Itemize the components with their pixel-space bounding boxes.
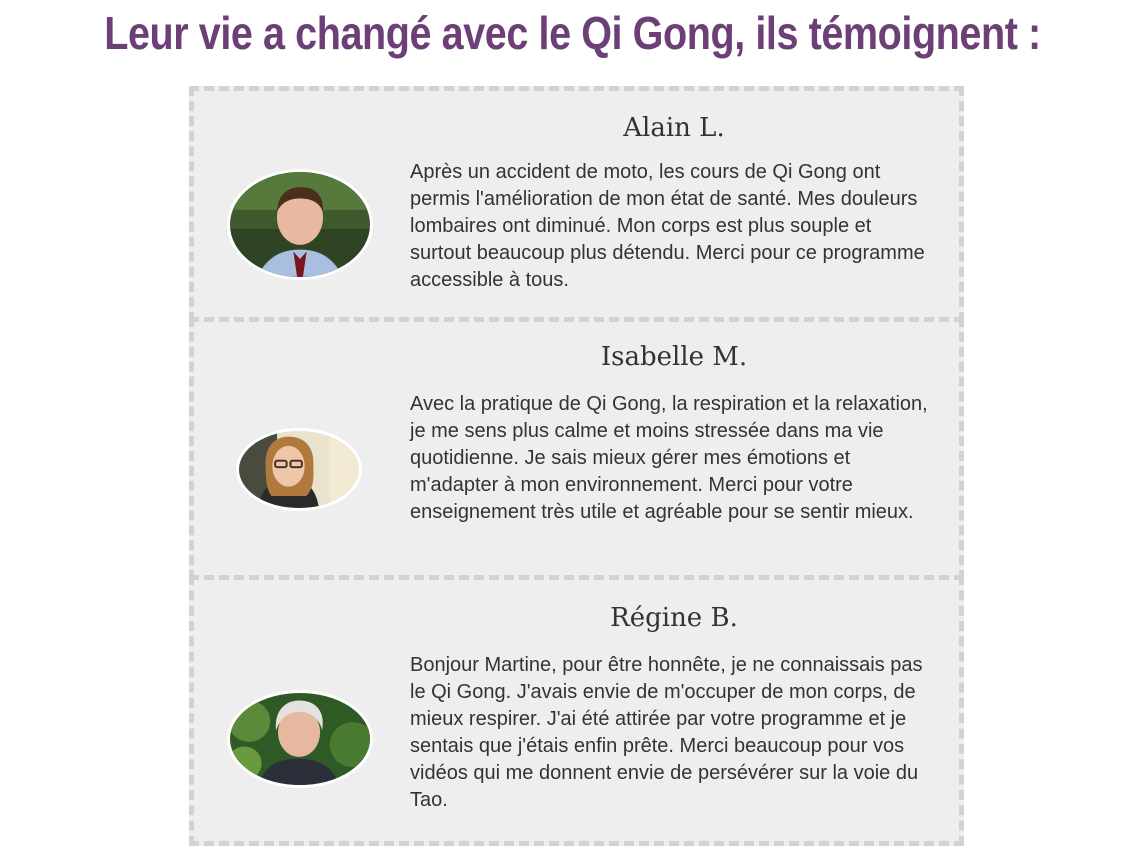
- testimonial-quote: Avec la pratique de Qi Gong, la respiration et la relaxation, je me sens plus calme et moins stressée dans ma vie quotidienne. Je sais mieux gérer mes émotions et m'adapter à mon environnement. Merci pour votre enseignement très utile et agréable pour se sentir mieux.: [410, 393, 928, 523]
- testimonial-card-alain: [189, 86, 964, 322]
- testimonial-card-isabelle: [189, 317, 964, 580]
- testimonials-panel: [189, 86, 964, 846]
- testimonial-name: Isabelle M.: [600, 342, 748, 372]
- avatar-regine: [227, 690, 373, 788]
- man-portrait-photo-icon: [230, 172, 370, 277]
- page-title: Leur vie a changé avec le Qi Gong, ils témoignent :: [104, 7, 1041, 59]
- avatar-isabelle: [236, 428, 362, 511]
- testimonial-name: Régine B.: [610, 603, 738, 633]
- testimonial-quote: Après un accident de moto, les cours de Qi Gong ont permis l'amélioration de mon état de santé. Mes douleurs lombaires ont diminué. Mon corps est plus souple et surtout beaucoup plus détendu. Merci pour ce programme accessible à tous.: [410, 161, 925, 291]
- testimonial-card-regine: [189, 575, 964, 846]
- elderly-woman-portrait-photo-icon: [230, 693, 370, 785]
- woman-portrait-photo-icon: [239, 431, 359, 508]
- avatar-alain: [227, 169, 373, 280]
- testimonial-name: Alain L.: [623, 113, 725, 143]
- testimonial-quote: Bonjour Martine, pour être honnête, je ne connaissais pas le Qi Gong. J'avais envie de m'occuper de mon corps, de mieux respirer. J'ai été attirée par votre programme et je sentais que j'étais enfin prête. Merci beaucoup pour vos vidéos qui me donnent envie de persévérer sur la voie du Tao.: [410, 654, 923, 811]
